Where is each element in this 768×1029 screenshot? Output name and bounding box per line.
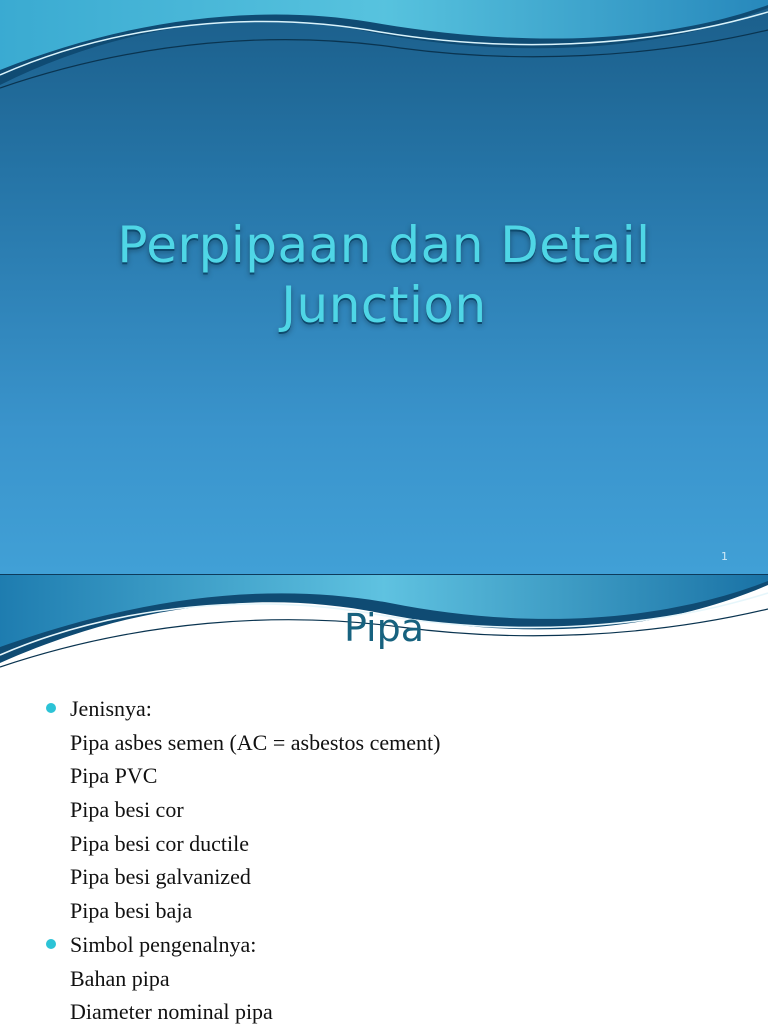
item-text: Pipa besi cor <box>70 797 184 823</box>
item-text: Pipa besi cor ductile <box>70 830 250 856</box>
wave-decoration-top <box>0 0 768 95</box>
item-text: Bahan pipa <box>70 965 170 991</box>
item-text: Pipa PVC <box>70 763 158 789</box>
item-text: Pipa besi baja <box>70 898 193 924</box>
item-text: Jenisnya: <box>70 696 152 721</box>
item-text: Pipa asbes semen (AC = asbestos cement) <box>70 729 441 755</box>
item-text: Simbol pengenalnya: <box>70 931 257 957</box>
bullet-dot-icon <box>46 939 56 949</box>
page-number: 1 <box>721 550 728 563</box>
item-text: Diameter nominal pipa <box>70 999 273 1025</box>
item-text: Pipa besi galvanized <box>70 864 251 890</box>
bullet-dot-icon <box>46 703 56 713</box>
slide-heading: Pipa <box>343 606 425 650</box>
slide-title: Perpipaan dan Detail Junction <box>117 216 651 334</box>
